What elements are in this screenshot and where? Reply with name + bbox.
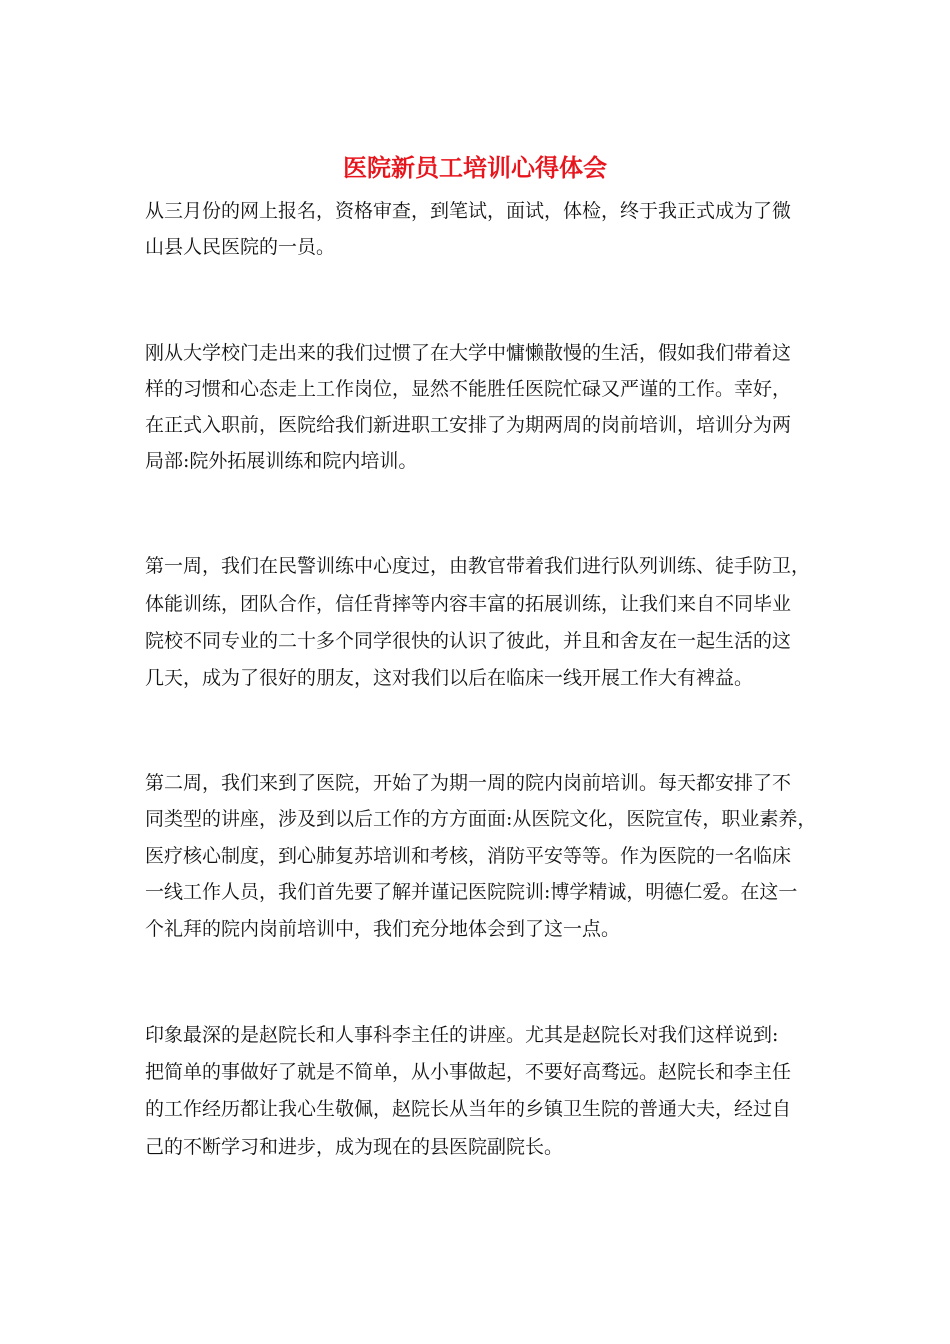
paragraph-3-line-4: 几天，成为了很好的朋友，这对我们以后在临床一线开展工作大有裨益。 [145, 667, 754, 689]
paragraph-2-line-3: 在正式入职前，医院给我们新进职工安排了为期两周的岗前培训，培训分为两 [145, 414, 792, 436]
paragraph-4-line-4: 一线工作人员，我们首先要了解并谨记医院院训:博学精诚，明德仁爱。在这一 [145, 881, 798, 903]
document-title: 医院新员工培训心得体会 [343, 154, 607, 182]
paragraph-2-line-4: 局部:院外拓展训练和院内培训。 [145, 450, 418, 472]
paragraph-3-line-1: 第一周，我们在民警训练中心度过，由教官带着我们进行队列训练、徒手防卫， [145, 555, 811, 577]
paragraph-4-line-1: 第二周，我们来到了医院，开始了为期一周的院内岗前培训。每天都安排了不 [145, 772, 792, 794]
paragraph-4-line-5: 个礼拜的院内岗前培训中，我们充分地体会到了这一点。 [145, 918, 621, 940]
paragraph-2-line-2: 样的习惯和心态走上工作岗位，显然不能胜任医院忙碌又严谨的工作。幸好， [145, 378, 792, 400]
paragraph-2-line-1: 刚从大学校门走出来的我们过惯了在大学中慵懒散慢的生活，假如我们带着这 [145, 342, 792, 364]
paragraph-5-line-4: 己的不断学习和进步，成为现在的县医院副院长。 [145, 1136, 564, 1158]
paragraph-4-line-3: 医疗核心制度，到心肺复苏培训和考核，消防平安等等。作为医院的一名临床 [145, 845, 792, 867]
paragraph-4-line-2: 同类型的讲座，涉及到以后工作的方方面面:从医院文化，医院宣传，职业素养， [145, 808, 817, 830]
paragraph-5-line-2: 把简单的事做好了就是不简单，从小事做起，不要好高骛远。赵院长和李主任 [145, 1061, 792, 1083]
paragraph-5-line-1: 印象最深的是赵院长和人事科李主任的讲座。尤其是赵院长对我们这样说到: [145, 1024, 779, 1046]
paragraph-5-line-3: 的工作经历都让我心生敬佩，赵院长从当年的乡镇卫生院的普通大夫，经过自 [145, 1098, 792, 1120]
paragraph-3-line-2: 体能训练，团队合作，信任背摔等内容丰富的拓展训练，让我们来自不同毕业 [145, 593, 792, 615]
paragraph-3-line-3: 院校不同专业的二十多个同学很快的认识了彼此，并且和舍友在一起生活的这 [145, 630, 792, 652]
paragraph-1-line-1: 从三月份的网上报名，资格审查，到笔试，面试，体检，终于我正式成为了微 [145, 200, 792, 222]
paragraph-1-line-2: 山县人民医院的一员。 [145, 236, 336, 258]
